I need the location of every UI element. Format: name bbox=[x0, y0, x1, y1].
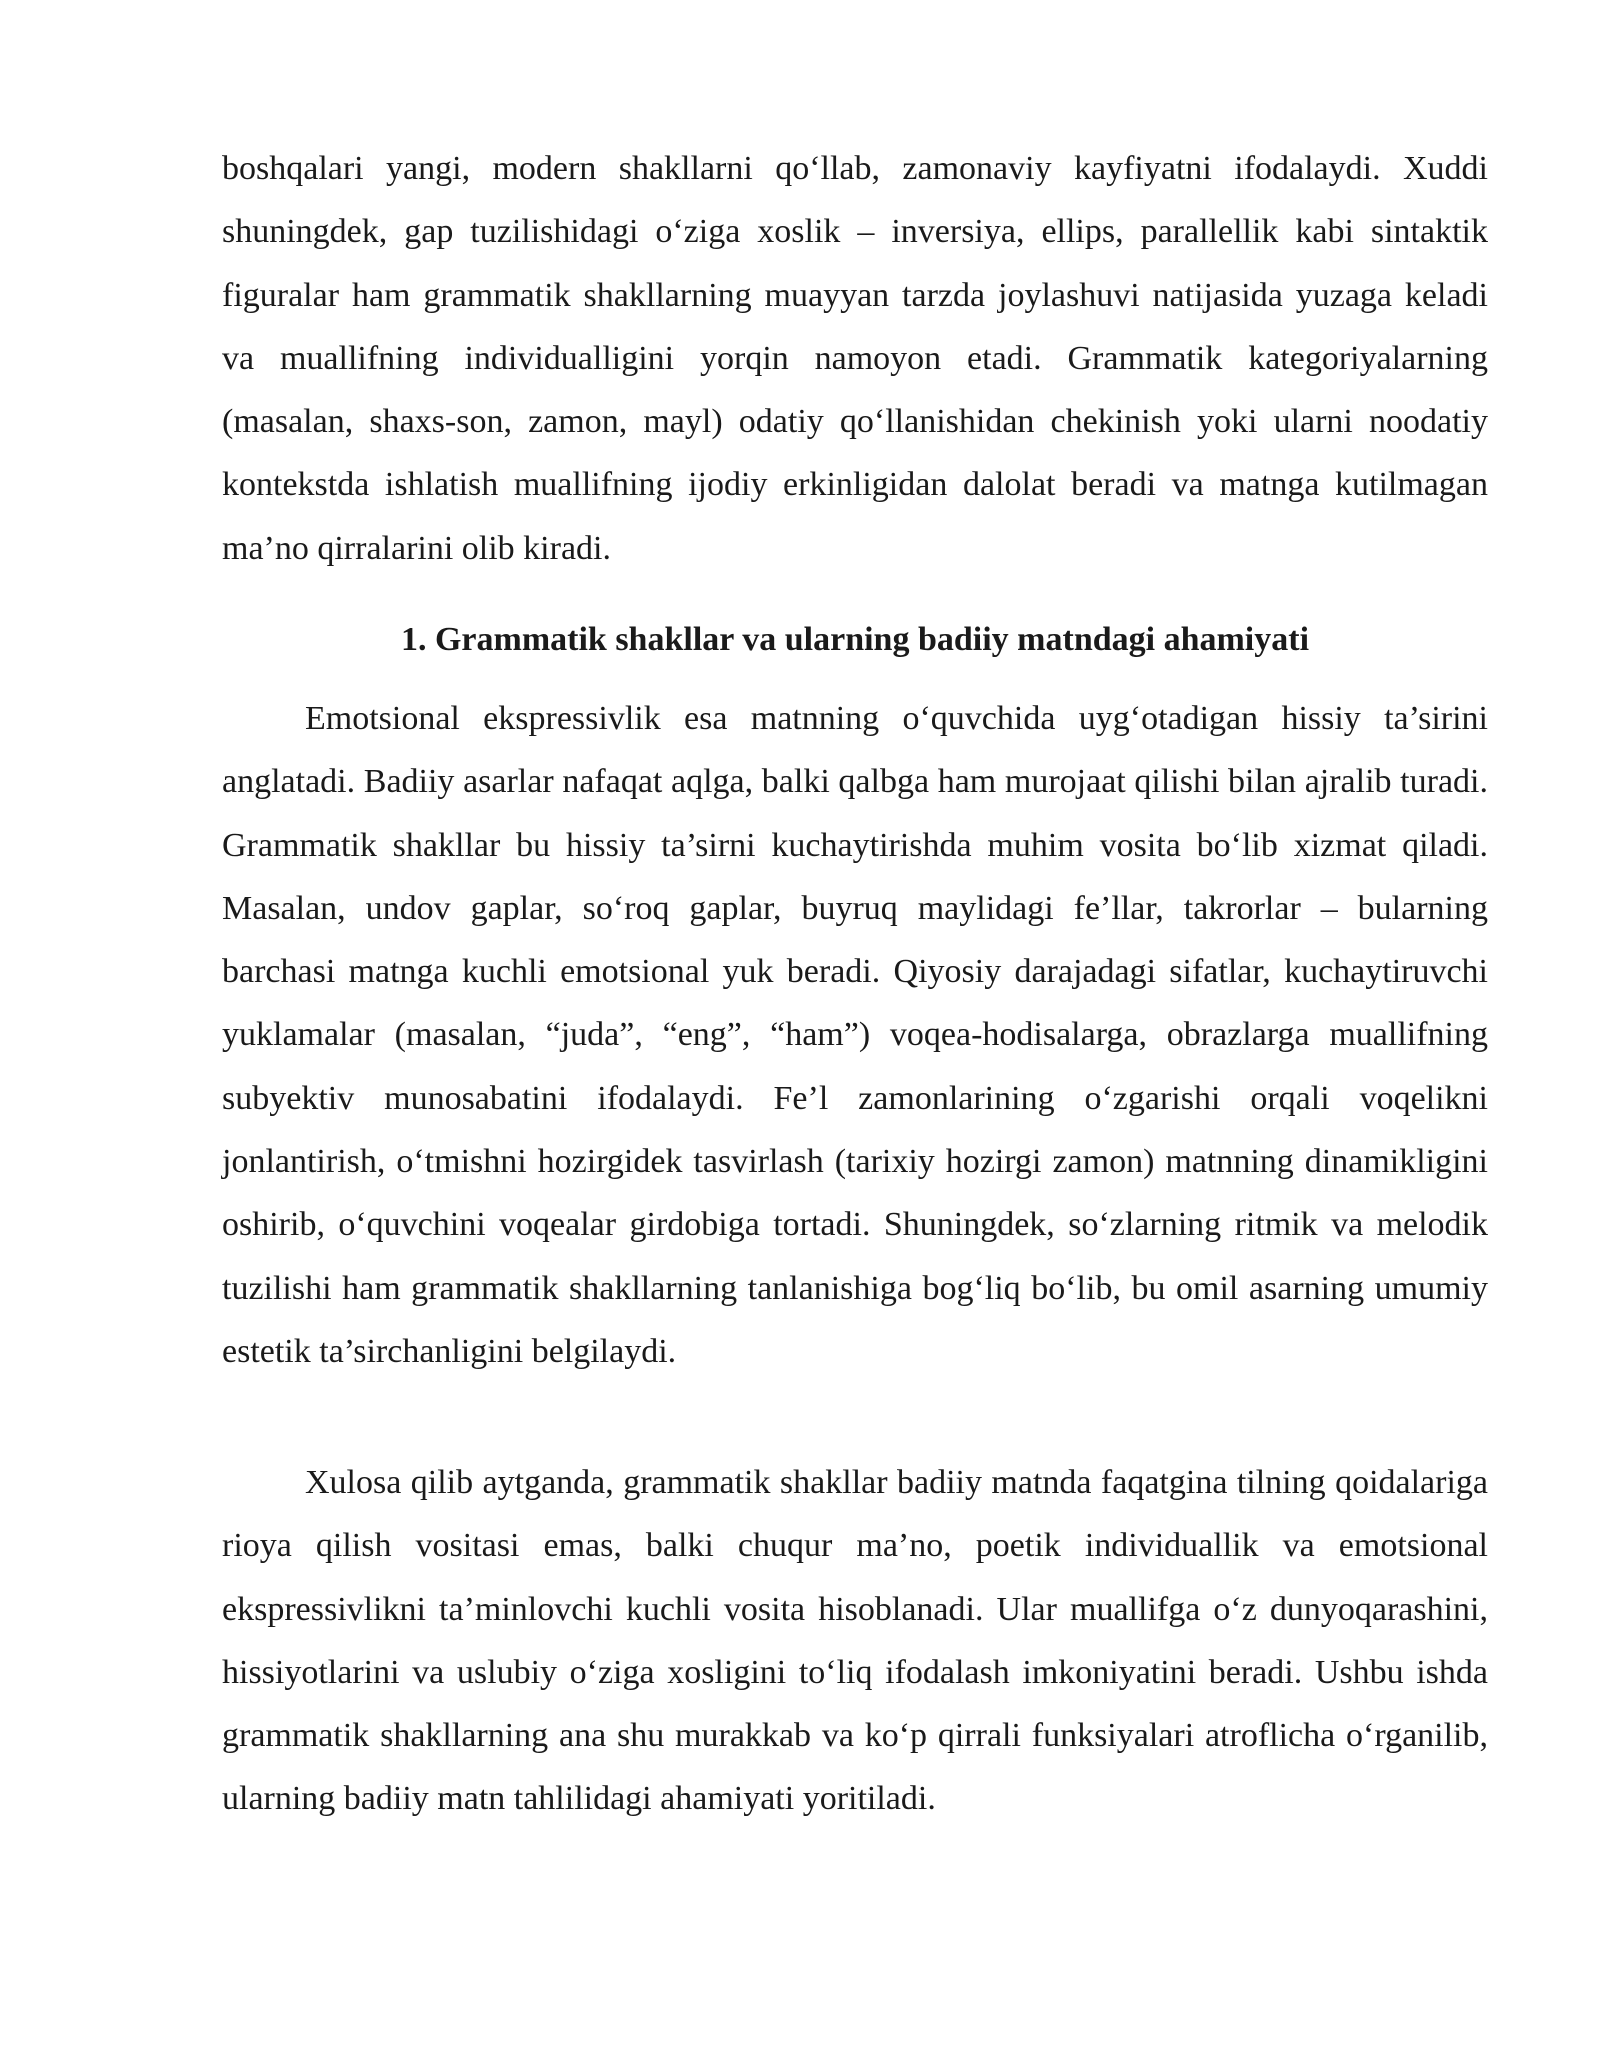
paragraph-conclusion: Xulosa qilib aytganda, grammatik shakllar badiiy matnda faqatgina tilning qoidalariga rioya qilish vositasi emas, balki chuqur ma’no, poetik individuallik va emotsional ekspressivlikni ta’minlovchi kuchli vosita hisoblanadi. Ular muallifga o‘z dunyoqarashini, hissiyotlarini va uslubiy o‘ziga xosligini to‘liq ifodalash imkoniyatini beradi. Ushbu ishda grammatik shakllarning ana shu murakkab va ko‘p qirrali funksiyalari atroflicha o‘rganilib, ularning badiiy matn tahlilidagi ahamiyati yoritiladi. bbox=[222, 1464, 1488, 1818]
section-heading: 1. Grammatik shakllar va ularning badiiy matndagi ahamiyati bbox=[400, 621, 1310, 658]
paragraph-intro: boshqalari yangi, modern shakllarni qo‘llab, zamonaviy kayfiyatni ifodalaydi. Xuddi shuningdek, gap tuzilishidagi o‘ziga xoslik – inversiya, ellips, parallellik kabi sintaktik figuralar ham grammatik shakllarning muayyan tarzda joylashuvi natijasida yuzaga keladi va muallifning individualligini yorqin namoyon etadi. Grammatik kategoriyalarning (masalan, shaxs-son, zamon, mayl) odatiy qo‘llanishidan chekinish yoki ularni noodatiy kontekstda ishlatish muallifning ijodiy erkinligidan dalolat beradi va matnga kutilmagan ma’no qirralarini olib kiradi. bbox=[222, 150, 1488, 567]
paragraph-emotional-expressiveness: Emotsional ekspressivlik esa matnning o‘quvchida uyg‘otadigan hissiy ta’sirini anglatadi. Badiiy asarlar nafaqat aqlga, balki qalbga ham murojaat qilishi bilan ajralib turadi. Grammatik shakllar bu hissiy ta’sirni kuchaytirishda muhim vosita bo‘lib xizmat qiladi. Masalan, undov gaplar, so‘roq gaplar, buyruq maylidagi fe’llar, takrorlar – bularning barchasi matnga kuchli emotsional yuk beradi. Qiyosiy darajadagi sifatlar, kuchaytiruvchi yuklamalar (masalan, “juda”, “eng”, “ham”) voqea-hodisalarga, obrazlarga muallifning subyektiv munosabatini ifodalaydi. Fe’l zamonlarining o‘zgarishi orqali voqelikni jonlantirish, o‘tmishni hozirgidek tasvirlash (tarixiy hozirgi zamon) matnning dinamikligini oshirib, o‘quvchini voqealar girdobiga tortadi. Shuningdek, so‘zlarning ritmik va melodik tuzilishi ham grammatik shakllarning tanlanishiga bog‘liq bo‘lib, bu omil asarning umumiy estetik ta’sirchanligini belgilaydi. bbox=[222, 700, 1488, 1370]
